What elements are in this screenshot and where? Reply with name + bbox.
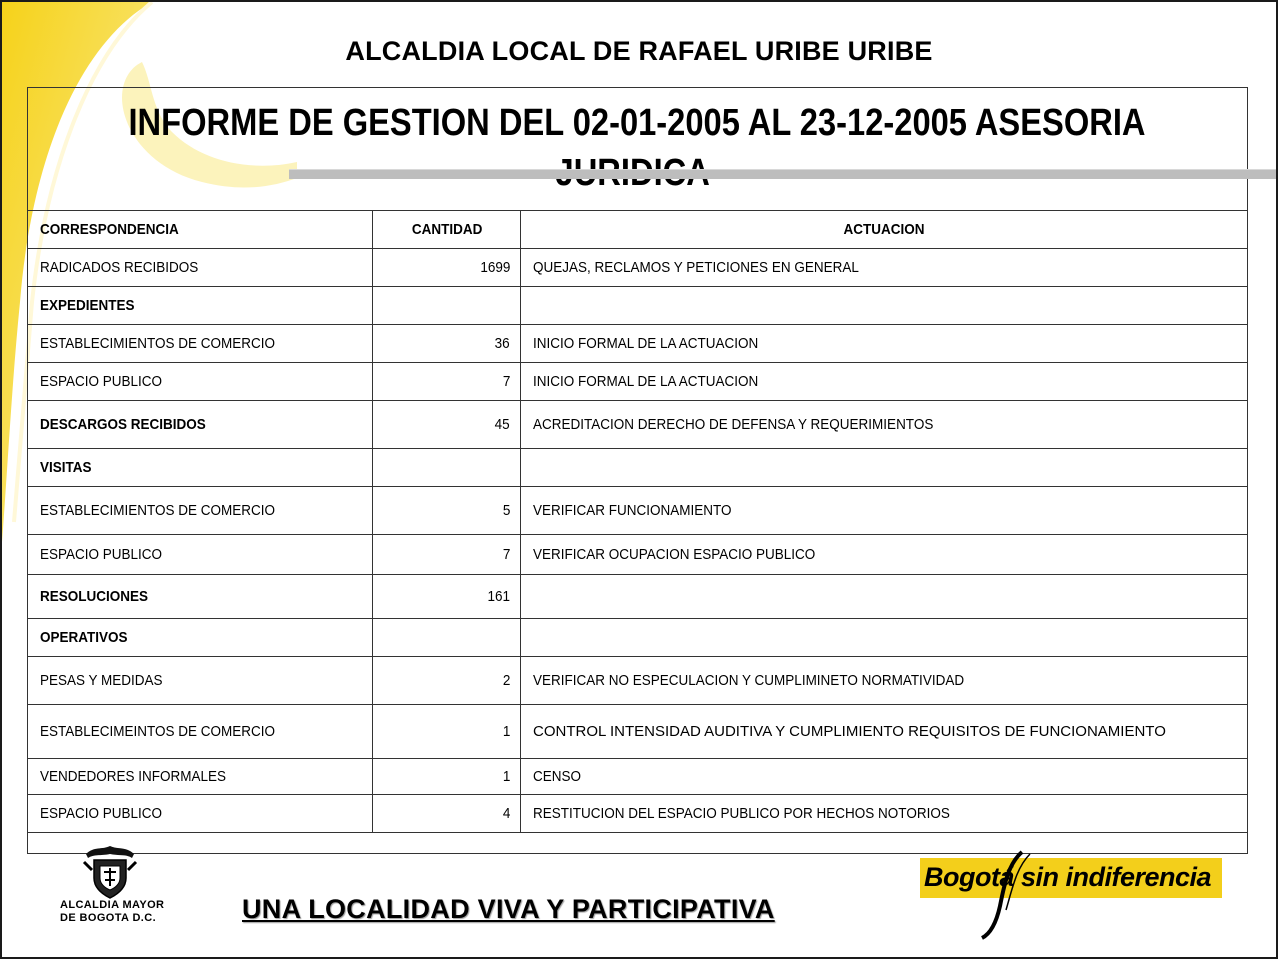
alcaldia-mayor-label <box>60 899 164 925</box>
column-header-correspondencia: CORRESPONDENCIA <box>28 211 373 249</box>
cell-actuacion <box>521 287 1248 325</box>
table-row <box>28 575 1248 619</box>
cell-actuacion: VERIFICAR FUNCIONAMIENTO <box>521 487 1248 535</box>
column-header-actuacion: ACTUACION <box>521 211 1248 249</box>
cell-cantidad: 1 <box>373 705 521 759</box>
cell-actuacion <box>521 449 1248 487</box>
cell-cantidad: 7 <box>373 535 521 575</box>
table-row <box>28 705 1248 759</box>
cell-cantidad: 5 <box>373 487 521 535</box>
cell-actuacion: RESTITUCION DEL ESPACIO PUBLICO POR HECHOS NOTORIOS <box>521 795 1248 833</box>
cell-actuacion: INICIO FORMAL DE LA ACTUACION <box>521 363 1248 401</box>
cell-cantidad: 1 <box>373 759 521 795</box>
alcaldia-line-2: DE BOGOTA D.C. <box>60 912 157 924</box>
table-row <box>28 363 1248 401</box>
table-row <box>28 449 1248 487</box>
cell-cantidad: 45 <box>373 401 521 449</box>
cell-correspondencia: RADICADOS RECIBIDOS <box>28 249 373 287</box>
table-row <box>28 249 1248 287</box>
cell-cantidad: 7 <box>373 363 521 401</box>
table-header-row <box>28 211 1248 249</box>
cell-correspondencia: DESCARGOS RECIBIDOS <box>28 401 373 449</box>
table-row <box>28 619 1248 657</box>
table-row <box>28 759 1248 795</box>
cell-correspondencia: ESTABLECIMIENTOS DE COMERCIO <box>28 325 373 363</box>
cell-cantidad: 1699 <box>373 249 521 287</box>
bogota-brand-text: Bogotá sin indiferencia <box>924 862 1212 892</box>
bogota-crest-logo <box>80 844 140 907</box>
report-title <box>112 98 1161 198</box>
cell-correspondencia: ESTABLECIMIENTOS DE COMERCIO <box>28 487 373 535</box>
table-row <box>28 287 1248 325</box>
cell-cantidad: 36 <box>373 325 521 363</box>
cell-correspondencia: EXPEDIENTES <box>28 287 373 325</box>
cell-cantidad <box>373 287 521 325</box>
cell-correspondencia: PESAS Y MEDIDAS <box>28 657 373 705</box>
cell-cantidad: 2 <box>373 657 521 705</box>
table-row <box>28 487 1248 535</box>
cell-correspondencia: OPERATIVOS <box>28 619 373 657</box>
cell-actuacion: QUEJAS, RECLAMOS Y PETICIONES EN GENERAL <box>521 249 1248 287</box>
table-row <box>28 325 1248 363</box>
cell-cantidad <box>373 449 521 487</box>
cell-cantidad: 4 <box>373 795 521 833</box>
cell-actuacion: ACREDITACION DERECHO DE DEFENSA Y REQUERIMIENTOS <box>521 401 1248 449</box>
cell-correspondencia: RESOLUCIONES <box>28 575 373 619</box>
alcaldia-line-1: ALCALDIA MAYOR <box>60 899 165 911</box>
cell-cantidad: 161 <box>373 575 521 619</box>
cell-actuacion <box>521 619 1248 657</box>
table-row <box>28 535 1248 575</box>
gray-divider-bar <box>289 169 1278 179</box>
cell-actuacion: CONTROL INTENSIDAD AUDITIVA Y CUMPLIMIENTO REQUISITOS DE FUNCIONAMIENTO <box>521 705 1248 759</box>
cell-actuacion <box>521 575 1248 619</box>
cell-correspondencia: VENDEDORES INFORMALES <box>28 759 373 795</box>
cell-correspondencia: ESTABLECIMEINTOS DE COMERCIO <box>28 705 373 759</box>
cell-cantidad <box>373 619 521 657</box>
report-title-line-1: INFORME DE GESTION DEL 02-01-2005 AL 23-12-2005 ASESORIA <box>128 102 1146 144</box>
cell-actuacion: VERIFICAR OCUPACION ESPACIO PUBLICO <box>521 535 1248 575</box>
column-header-cantidad: CANTIDAD <box>373 211 521 249</box>
cell-correspondencia: VISITAS <box>28 449 373 487</box>
footer-motto: UNA LOCALIDAD VIVA Y PARTICIPATIVA <box>242 894 775 924</box>
cell-correspondencia: ESPACIO PUBLICO <box>28 363 373 401</box>
cell-correspondencia: ESPACIO PUBLICO <box>28 535 373 575</box>
cell-actuacion: VERIFICAR NO ESPECULACION Y CUMPLIMINETO NORMATIVIDAD <box>521 657 1248 705</box>
cell-correspondencia: ESPACIO PUBLICO <box>28 795 373 833</box>
report-table <box>27 210 1248 833</box>
table-row <box>28 795 1248 833</box>
cell-actuacion: CENSO <box>521 759 1248 795</box>
table-row <box>28 657 1248 705</box>
cell-actuacion: INICIO FORMAL DE LA ACTUACION <box>521 325 1248 363</box>
table-row <box>28 401 1248 449</box>
page-header-title: ALCALDIA LOCAL DE RAFAEL URIBE URIBE <box>345 36 933 66</box>
